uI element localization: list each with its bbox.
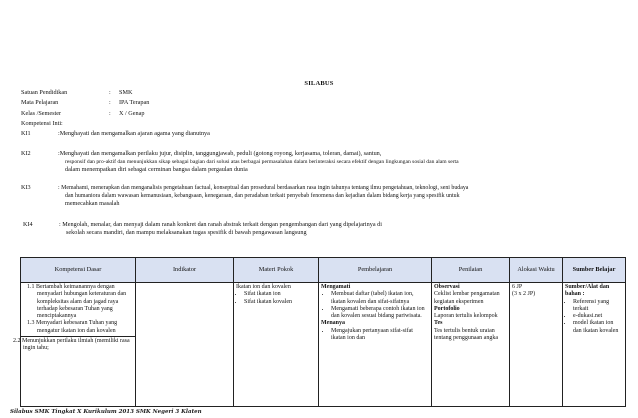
kd-text: Bertambah keimanannya dengan menyadari hubungan keteraturan dan kompleksitas alam dan jagad raya terhadap kebesaran Tuhan yang menciptakannya: [36, 284, 127, 320]
kd-item: [23, 284, 133, 320]
ki-row: [21, 150, 621, 176]
penilaian-head: Observasi: [434, 284, 460, 290]
info-sep: :: [109, 89, 111, 96]
kd-text: Menyadari kebesaran Tuhan yang mengatur ikatan ion dan kovalen: [36, 320, 118, 334]
page-footer: Silabus SMK Tingkat X Kurikulum 2013 SMK Negeri 3 Klaten: [10, 409, 202, 415]
indikator-cell: [136, 283, 234, 407]
penilaian-head: Tes: [434, 320, 443, 327]
materi-item: • Sifat ikatan kovalen: [244, 299, 316, 306]
header-sumber-belajar: Sumber Belajar: [563, 258, 626, 283]
info-value: IPA Terapan: [119, 99, 150, 106]
menanya-item: • Mengajukan pertanyaan sifat-sifat ikatan ion dan: [331, 328, 429, 343]
table-header-row: [21, 258, 626, 283]
ki-code: KI2: [21, 150, 31, 157]
sumber-item: • e-dukasi.net: [573, 313, 623, 320]
sumber-cell: [563, 283, 626, 407]
penilaian-head: Portofolio: [434, 305, 460, 312]
ki-line: dan humaniora dalam wawasan kemanusiaan, kebangsaan, kenegaraan, dan peradaban terkait penyebab fenomena dan kejadian dalam bidang kerja yang spesifik untuk: [65, 193, 460, 200]
info-sep: :: [109, 99, 111, 106]
materi-list: [236, 291, 316, 306]
header-pembelajaran: Pembelajaran: [319, 258, 432, 283]
menanya-list: [321, 328, 429, 343]
kd-text: Menunjukkan perilaku ilmiah (memiliki rasa ingin tahu;: [22, 338, 130, 352]
mengamati-heading: Mengamati: [321, 284, 351, 290]
kd-item: [13, 336, 135, 353]
sumber-list: [565, 299, 623, 335]
info-sep: :: [109, 110, 111, 117]
kd-num: 1.1: [27, 284, 35, 290]
kd-num: 2.2: [13, 338, 21, 345]
header-indikator: Indikator: [136, 258, 234, 283]
ki-line: responsif dan pro-aktif dan menunjukkan sikap sebagai bagian dari solusi atas berbagai permasalahan dalam berinteraksi secara efektif dengan lingkungan sosial dan alam serta: [65, 159, 459, 166]
sumber-head: Sumber/Alat dan bahan :: [565, 284, 610, 298]
page-title: SILABUS: [304, 80, 334, 87]
ki-heading: Kompetensi Inti:: [21, 120, 63, 127]
ki-line: sekolah secara mandiri, dan mampu melaksanakan tugas spesifik di bawah pengawasan langsung: [66, 229, 307, 237]
pembelajaran-cell: [319, 283, 432, 407]
header-kompetensi-dasar: Kompetensi Dasar: [21, 258, 136, 283]
info-label: Mata Pelajaran: [21, 99, 59, 106]
menanya-heading: Menanya: [321, 320, 345, 327]
info-label: Satuan Pendidikan: [21, 89, 68, 96]
kd-cell: [13, 283, 136, 407]
penilaian-cell: [432, 283, 510, 407]
penilaian-text: Laporan tertulis kelompok: [434, 313, 498, 320]
header-penilaian: Penilaian: [432, 258, 510, 283]
table-row: [21, 283, 626, 407]
ki-line: :Menghayati dan mengamalkan perilaku jujur, disiplin, tanggungjawab, peduli (gotong royong, kerjasama, toleran, damai), santun,: [58, 150, 382, 157]
kd-item: [23, 320, 133, 335]
materi-title: Ikatan ion dan kovalen: [236, 284, 291, 290]
ki-line: : Mengolah, menalar, dan menyaji dalam ranah konkret dan ranah abstrak terkait dengan pengembangan dari yang dipelajarinya di: [59, 221, 382, 228]
sumber-item: • model ikatan ion dan ikatan kovalen: [573, 320, 623, 335]
ki-line: : Memahami, menerapkan dan menganalisis pengetahuan factual, konseptual dan prosedural berdasarkan rasa ingin tahunya tentang ilmu pengetahuan, teknologi, seni budaya: [58, 185, 469, 191]
mengamati-list: [321, 291, 429, 320]
alokasi-cell: [510, 283, 563, 407]
info-value: X / Genap: [119, 110, 145, 117]
ki-code: KI1: [21, 130, 31, 137]
ki-line: dalam menempatkan diri sebagai cerminan bangsa dalam pergaulan dunia: [65, 166, 248, 174]
sumber-item: • Referensi yang terkait: [573, 299, 623, 314]
alokasi-detail: (3 x 2 JP): [512, 291, 536, 298]
ki-code: KI3: [21, 184, 31, 191]
syllabus-table: [13, 257, 626, 407]
materi-cell: [234, 283, 319, 407]
ki-code: KI4: [23, 221, 33, 228]
info-label: Kelas /Semester: [21, 110, 62, 117]
info-value: SMK: [119, 89, 133, 96]
alokasi-jp: 6 JP: [512, 284, 523, 290]
ki-line: :Menghayati dan mengamalkan ajaran agama yang dianutnya: [58, 130, 210, 137]
header-alokasi-waktu: Alokasi Waktu: [510, 258, 563, 283]
mengamati-item: • Membuat daftar (tabel) ikatan ion, ikatan kovalen dan sifat-sifatnya: [331, 291, 429, 306]
materi-item: • Sifat ikatan ion: [244, 291, 316, 298]
ki-row: [21, 130, 621, 140]
ki-row: [21, 184, 631, 210]
mengamati-item: • Mengamati beberapa contoh ikatan ion dan kovalen sesuai bidang pariwisata.: [331, 306, 429, 321]
header-materi-pokok: Materi Pokok: [234, 258, 319, 283]
penilaian-text: Tes tertulis bentuk uraian tentang penggunaan angka: [434, 327, 498, 342]
penilaian-text: Ceklist lembar pengamatan kegiatan eksperimen: [434, 291, 500, 305]
kd-num: 1.3: [27, 320, 35, 327]
ki-row: [23, 221, 623, 239]
ki-line: memecahkan masalah: [65, 200, 120, 208]
